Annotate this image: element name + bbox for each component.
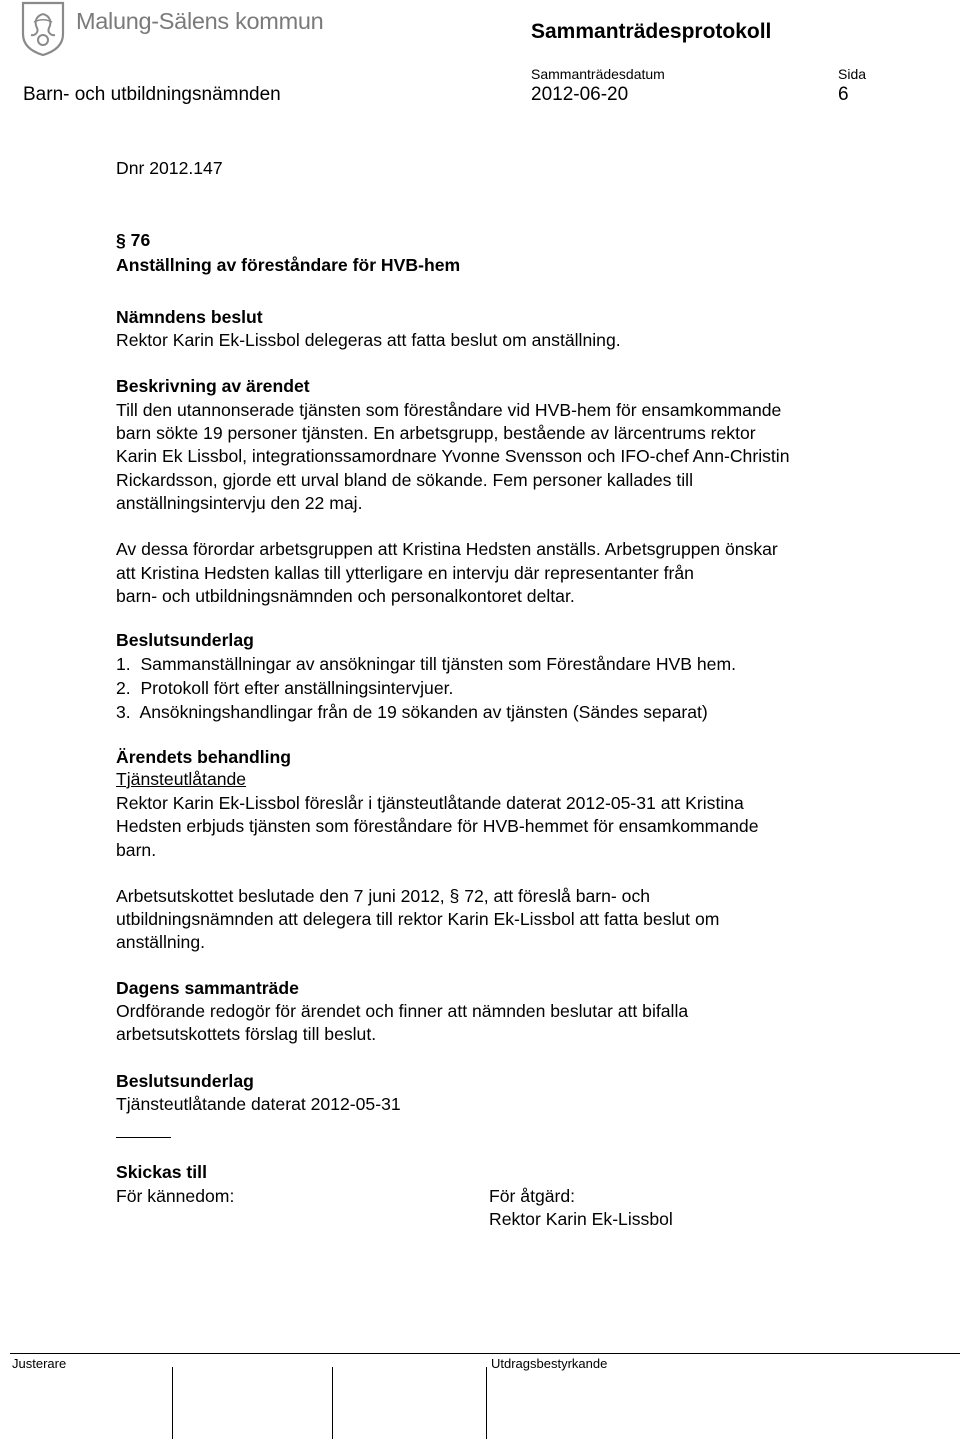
paragraph-number: § 76	[116, 230, 151, 250]
for-action-recipient: Rektor Karin Ek-Lissbol	[489, 1209, 673, 1229]
handling-line: Arbetsutskottet beslutade den 7 juni 2012, § 72, att föreslå barn- och	[116, 886, 651, 906]
description-line: barn sökte 19 personer tjänsten. En arbetsgrupp, bestående av lärcentrums rektor	[116, 423, 756, 443]
signature-box-divider	[332, 1367, 333, 1439]
department-name: Barn- och utbildningsnämnden	[23, 84, 281, 105]
handling-subheading: Tjänsteutlåtande	[116, 769, 247, 789]
handling-line: barn.	[116, 840, 157, 860]
page-number-label: Sida	[838, 66, 867, 82]
basis-heading: Beslutsunderlag	[116, 630, 254, 650]
document-title: Sammanträdesprotokoll	[531, 20, 772, 43]
basis-text: Tjänsteutlåtande daterat 2012-05-31	[116, 1094, 401, 1114]
meeting-line: arbetsutskottets förslag till beslut.	[116, 1024, 377, 1044]
handling-line: Hedsten erbjuds tjänsten som föreståndare för HVB-hemmet för ensamkommande	[116, 816, 759, 836]
meeting-date-label: Sammanträdesdatum	[531, 66, 665, 82]
case-number: Dnr 2012.147	[116, 158, 223, 178]
for-action-label: För åtgärd:	[489, 1186, 576, 1206]
separator-line	[116, 1137, 171, 1138]
signature-box-divider	[486, 1367, 487, 1439]
meeting-line: Ordförande redogör för ärendet och finner att nämnden beslutar att bifalla	[116, 1001, 689, 1021]
basis-item: 2. Protokoll fört efter anställningsintervjuer.	[116, 678, 454, 698]
description-line: Rickardsson, gjorde ett urval bland de sökande. Fem personer kallades till	[116, 470, 693, 490]
decision-text: Rektor Karin Ek-Lissbol delegeras att fatta beslut om anställning.	[116, 330, 621, 350]
send-to-heading: Skickas till	[116, 1162, 207, 1182]
handling-line: Rektor Karin Ek-Lissbol föreslår i tjänsteutlåtande daterat 2012-05-31 att Kristina	[116, 793, 744, 813]
case-heading: Anställning av föreståndare för HVB-hem	[116, 255, 461, 275]
meeting-heading: Dagens sammanträde	[116, 978, 299, 998]
basis-item: 1. Sammanställningar av ansökningar till tjänsten som Föreståndare HVB hem.	[116, 654, 736, 674]
extract-certifier-label: Utdragsbestyrkande	[491, 1356, 608, 1371]
description-heading: Beskrivning av ärendet	[116, 376, 310, 396]
for-info-label: För kännedom:	[116, 1186, 235, 1206]
description-line: Till den utannonserade tjänsten som föreståndare vid HVB-hem för ensamkommande	[116, 400, 782, 420]
footer-rule	[10, 1353, 960, 1354]
description-line: barn- och utbildningsnämnden och personalkontoret deltar.	[116, 586, 575, 606]
basis-item: 3. Ansökningshandlingar från de 19 sökanden av tjänsten (Sändes separat)	[116, 702, 708, 722]
logo-text: Malung-Sälens kommun	[76, 8, 324, 34]
handling-line: utbildningsnämnden att delegera till rektor Karin Ek-Lissbol att fatta beslut om	[116, 909, 720, 929]
decision-heading: Nämndens beslut	[116, 307, 263, 327]
basis-heading: Beslutsunderlag	[116, 1071, 254, 1091]
handling-line: anställning.	[116, 932, 206, 952]
handling-heading: Ärendets behandling	[116, 747, 291, 767]
municipality-emblem-icon	[20, 0, 66, 56]
description-line: Av dessa förordar arbetsgruppen att Kristina Hedsten anställs. Arbetsgruppen önskar	[116, 539, 778, 559]
signature-box-divider	[172, 1367, 173, 1439]
meeting-date: 2012-06-20	[531, 84, 629, 105]
adjuster-label: Justerare	[12, 1356, 67, 1371]
description-line: att Kristina Hedsten kallas till ytterligare en intervju där representanter från	[116, 563, 694, 583]
page-number: 6	[838, 84, 849, 105]
description-line: Karin Ek Lissbol, integrationssamordnare Yvonne Svensson och IFO-chef Ann-Christin	[116, 446, 790, 466]
description-line: anställningsintervju den 22 maj.	[116, 493, 363, 513]
municipality-logo	[20, 0, 324, 56]
